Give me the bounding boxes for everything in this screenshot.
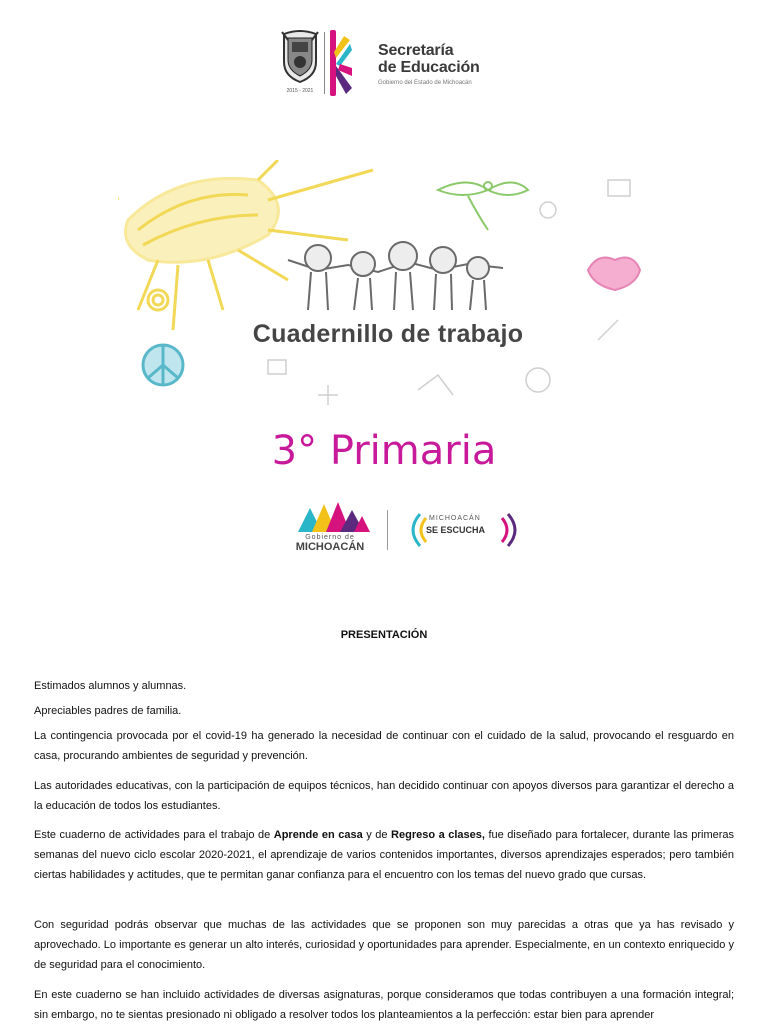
aprende-en-casa-bold: Aprende en casa — [273, 829, 363, 841]
secretaria-title: Secretaría de Educación — [378, 42, 480, 76]
state-seal-icon — [280, 28, 320, 84]
grade-title: 3° Primaria — [271, 428, 497, 474]
paragraph-2: Las autoridades educativas, con la participación de equipos técnicos, han decidido continuar con apoyos diversos para garantizar el derecho a la educación de todos los estudiantes. — [34, 780, 734, 812]
greeting-students: Estimados alumnos y alumnas. — [34, 680, 187, 692]
school-doodles-icon — [268, 180, 630, 405]
gov-name: MICHOACÁN — [295, 541, 365, 553]
michoacan-government-logo-icon — [294, 500, 372, 534]
escucha-line2: SE ESCUCHA — [426, 525, 486, 535]
paragraph-1: La contingencia provocada por el covid-19 ha generado la necesidad de continuar con el cuidado de la salud, provocando el resguardo en casa, procurando ambientes de seguridad y prevención. — [34, 730, 734, 762]
dragonfly-drawing-icon — [438, 182, 528, 230]
greeting-parents: Apreciables padres de familia. — [34, 705, 182, 717]
paragraph-4: Con seguridad podrás observar que muchas de las actividades que se proponen son muy parecidas a otras que ya has revisado y aprovechado. Lo importante es generar un alto interés, curiosidad y oportunidades para aprender. Especialmente, en un contexto enriquecido y de seguridad para el conocimiento. — [34, 919, 734, 971]
k-logo-icon — [330, 28, 352, 98]
presentation-heading: PRESENTACIÓN — [340, 629, 428, 641]
paragraph-5: En este cuaderno se han incluido actividades de diversas asignaturas, porque consideramos que todas contribuyen a una formación integral; sin embargo, no te sientas presionado ni obligado a resolver todos los planteamientos a la perfección: estar bien para aprender — [34, 989, 734, 1021]
children-drawing-icon — [288, 242, 503, 310]
regreso-a-clases-bold: Regreso a clases, — [391, 829, 485, 841]
paragraph-3: Este cuaderno de actividades para el trabajo de Aprende en casa y de Regreso a clases, fue diseñado para fortalecer, durante las primeras semanas del nuevo ciclo escolar 2020-2021, el aprendizaje de varios contenidos importantes, diversos aprendizajes esperados; pero también ciertas habilidades y actitudes, que te permitan ganar confianza para el encuentro con los temas del nuevo grado que cursas. — [34, 829, 735, 881]
gov-divider — [387, 510, 388, 550]
peace-drawing-icon — [143, 345, 183, 385]
gov-name-small: Gobierno de — [305, 534, 355, 541]
cover-title: Cuadernillo de trabajo — [252, 320, 524, 348]
header-logos — [280, 28, 510, 100]
seal-years: 2015 - 2021 — [286, 88, 314, 94]
secretaria-subtitle: Gobierno del Estado de Michoacán — [378, 80, 472, 86]
escucha-line1: MICHOACÁN — [429, 515, 481, 522]
government-logos — [284, 500, 534, 560]
cover-drawing — [118, 160, 658, 410]
sun-drawing-icon — [118, 160, 373, 330]
cover-illustration — [118, 160, 658, 410]
header-divider — [324, 32, 325, 94]
heart-drawing-icon — [588, 258, 640, 290]
